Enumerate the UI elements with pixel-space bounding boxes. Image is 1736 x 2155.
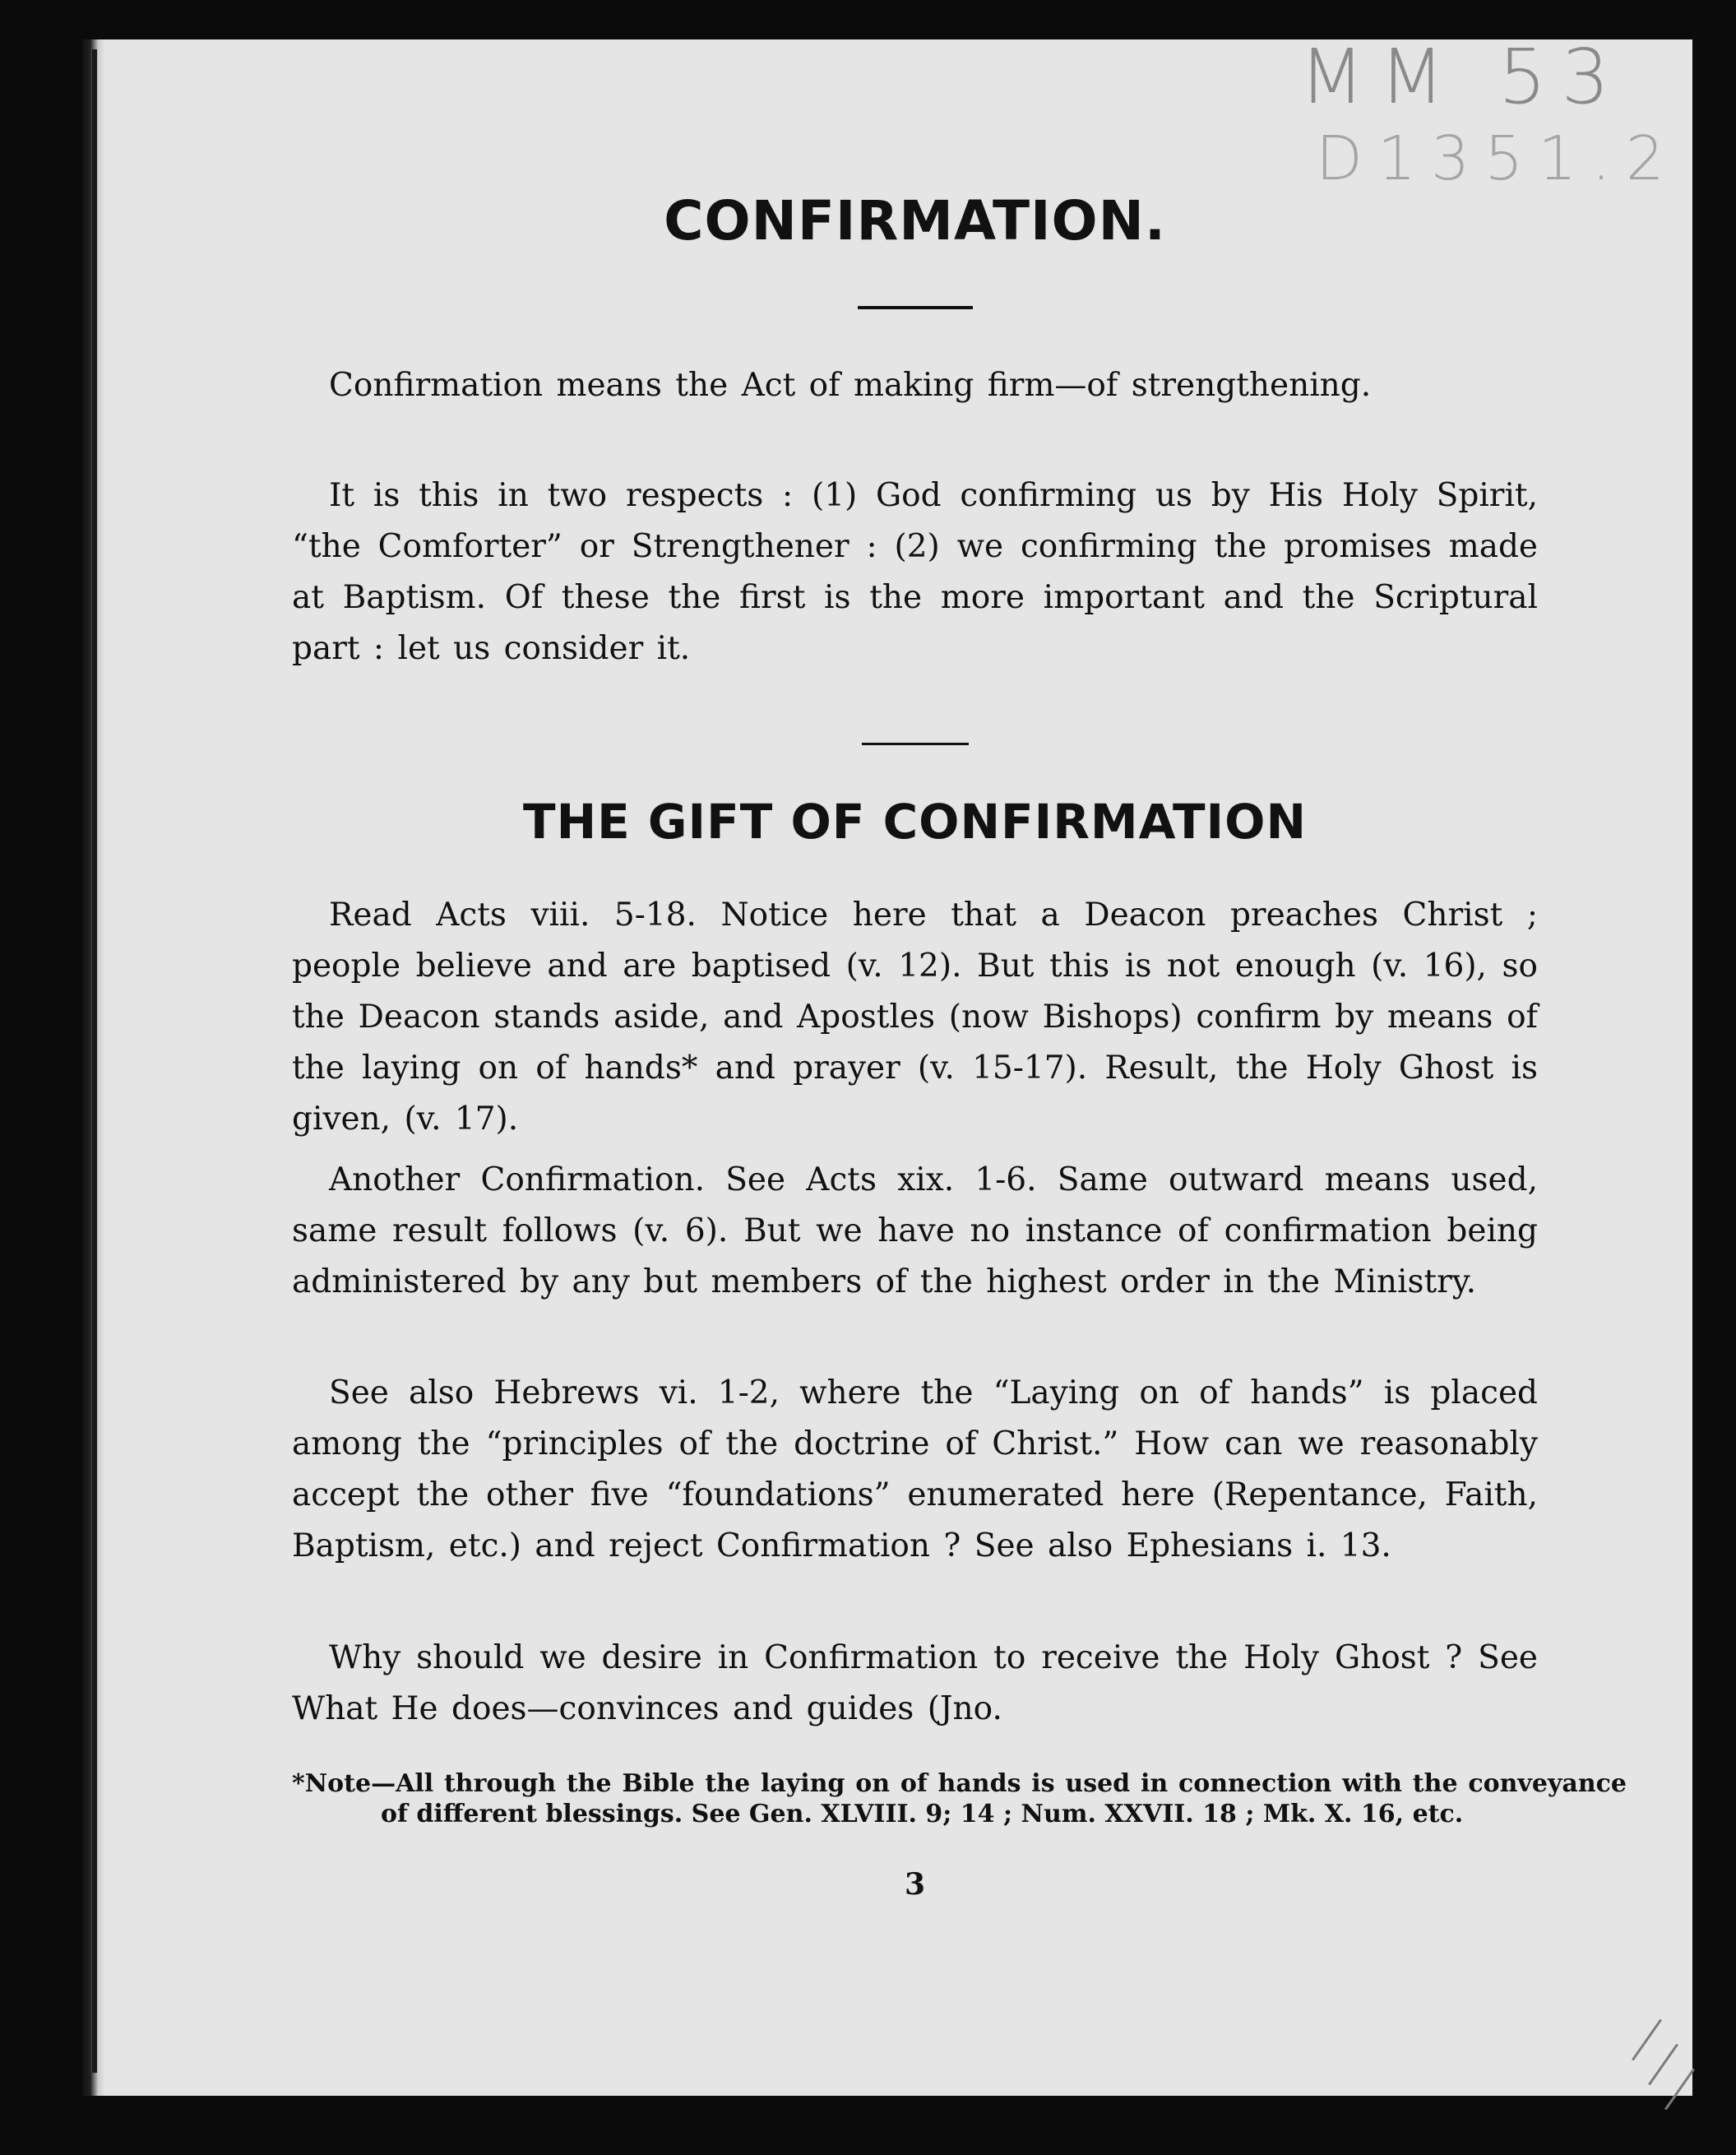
handwritten-annotation-top: MM 53 bbox=[1299, 33, 1625, 121]
intro-paragraph-1: Confirmation means the Act of making firm—of strengthening. bbox=[329, 367, 1372, 404]
section-title: THE GIFT OF CONFIRMATION bbox=[523, 794, 1307, 850]
page-title: CONFIRMATION. bbox=[664, 189, 1166, 253]
corner-marks bbox=[1629, 2007, 1703, 2122]
handwritten-annotation-bottom: D1351.2 bbox=[1316, 123, 1679, 194]
intro-paragraph-2: It is this in two respects : (1) God confirming us by His Holy Spirit, “the Comforter” or Strengthener : (2) we confirming the promises made at Baptism. Of these the first is the more important and the Scriptural part : let us consider it. bbox=[292, 477, 1538, 667]
title-divider bbox=[858, 306, 973, 309]
binding-edge bbox=[92, 49, 97, 2073]
page-number: 3 bbox=[904, 1867, 926, 1902]
section-divider bbox=[862, 743, 969, 745]
section-paragraph-1: Read Acts viii. 5-18. Notice here that a Deacon preaches Christ ; people believe and are baptised (v. 12). But this is not enough (v. 16), so the Deacon stands aside, and Apostles (now Bishops) confirm by means of the laying on of hands* and prayer (v. 15-17). Result, the Holy Ghost is given, (v. 17). bbox=[292, 897, 1538, 1138]
section-paragraph-4: Why should we desire in Confirmation to receive the Holy Ghost ? See What He does—convinces and guides (Jno. bbox=[292, 1639, 1538, 1727]
section-paragraph-2: Another Confirmation. See Acts xix. 1-6. Same outward means used, same result follows (v. 6). But we have no instance of confirmation being administered by any but members of the highest order in the Ministry. bbox=[292, 1161, 1538, 1300]
footnote: *Note—All through the Bible the laying on of hands is used in connection with the conveyance of different blessings. See Gen. XLVIII. 9; 14 ; Num. XXVII. 18 ; Mk. X. 16, etc. bbox=[292, 1769, 1627, 1828]
section-paragraph-3: See also Hebrews vi. 1-2, where the “Laying on of hands” is placed among the “principles of the doctrine of Christ.” How can we reasonably accept the other five “foundations” enumerated here (Repentance, Faith, Baptism, etc.) and reject Confirmation ? See also Ephesians i. 13. bbox=[292, 1374, 1538, 1564]
